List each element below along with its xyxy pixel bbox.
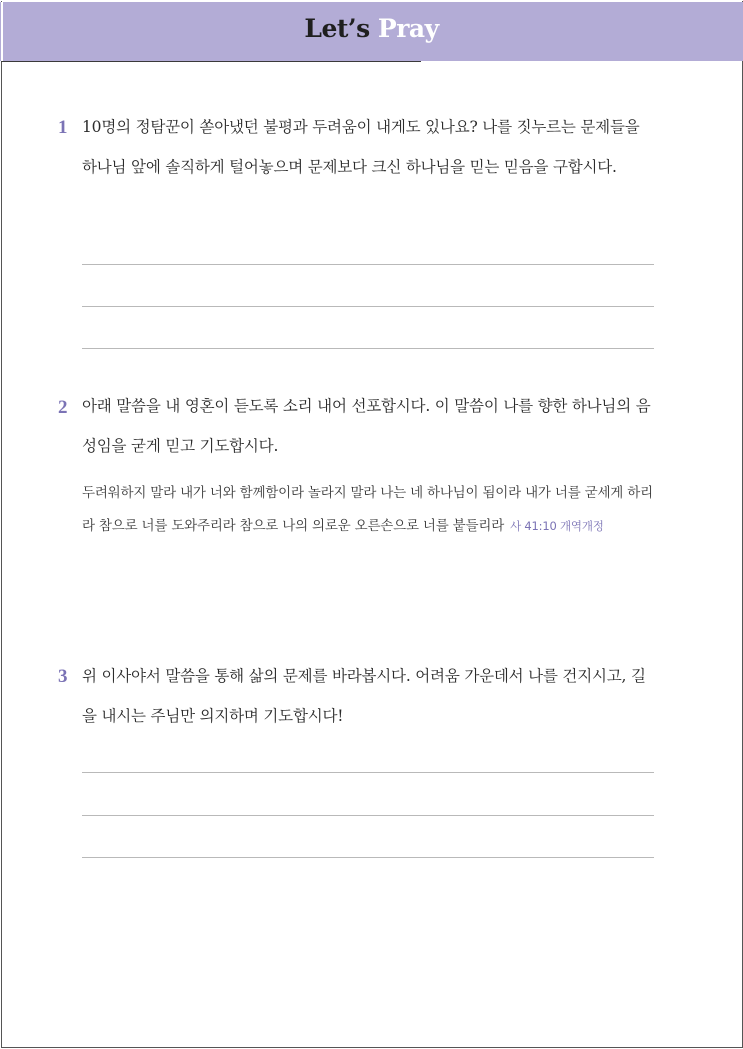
question-1-text: 10명의 정탐꾼이 쏟아냈던 불평과 두려움이 내게도 있나요? 나를 짓누르는 문제들을 하나님 앞에 솔직하게 털어놓으며 문제보다 크신 하나님을 믿는 믿음을 구합시다.	[82, 118, 640, 176]
answer-line-3b[interactable]	[82, 815, 654, 816]
question-2-number: 2	[58, 397, 68, 418]
title-word-pray: Pray	[377, 14, 439, 43]
title-word-lets: Let’s	[304, 14, 370, 43]
page-title	[0, 14, 743, 43]
header-rule	[1, 61, 421, 62]
answer-line-3c[interactable]	[82, 857, 654, 858]
question-3-text: 위 이사야서 말씀을 통해 삶의 문제를 바라봅시다. 어려움 가운데서 나를 건지시고, 길을 내시는 주님만 의지하며 기도합시다!	[82, 667, 646, 725]
scripture-verse	[82, 477, 657, 543]
answer-line-1c[interactable]	[82, 348, 654, 349]
scripture-verse-text: 두려워하지 말라 내가 너와 함께함이라 놀라지 말라 나는 네 하나님이 됨이라 내가 너를 굳세게 하리라 참으로 너를 도와주리라 참으로 나의 의로운 오른손으로 너를 붙들리라	[82, 485, 653, 534]
answer-line-1a[interactable]	[82, 264, 654, 265]
question-3-number: 3	[58, 666, 68, 687]
answer-line-3a[interactable]	[82, 772, 654, 773]
answer-line-1b[interactable]	[82, 306, 654, 307]
question-2-text: 아래 말씀을 내 영혼이 듣도록 소리 내어 선포합시다. 이 말씀이 나를 향한 하나님의 음성임을 굳게 믿고 기도합시다.	[82, 397, 651, 455]
scripture-reference: 사 41:10 개역개정	[510, 519, 604, 533]
question-1-number: 1	[58, 117, 68, 138]
